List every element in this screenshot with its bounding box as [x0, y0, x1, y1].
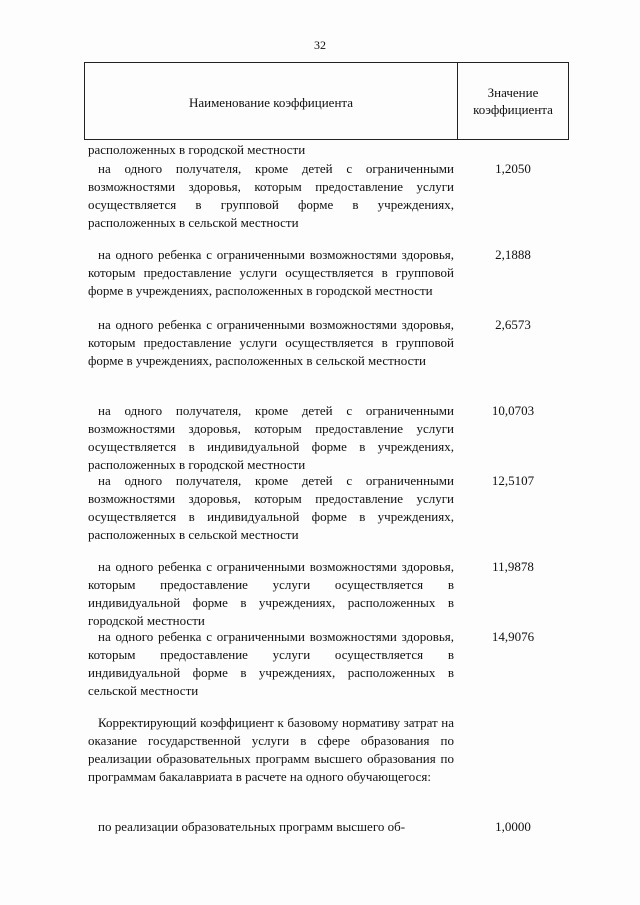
column-header-coefficient-value: Значение коэффициента	[473, 85, 553, 117]
row-value: 11,9878	[492, 559, 534, 574]
row-value: 12,5107	[491, 473, 535, 488]
row-text: расположенных в городской местности	[88, 142, 306, 157]
row-text: на одного ребенка с ограниченными возможностями здоровья, которым предоставление услуги осуществляется в групповой форме в учреждениях, расположенных в сельской местности	[88, 317, 454, 368]
row-value: 14,9076	[491, 629, 535, 644]
row-text: на одного получателя, кроме детей с ограниченными возможностями здоровья, которым предоставление услуги осуществляется в групповой форме в учреждениях, расположенных в сельской местности	[88, 161, 454, 230]
row-text: на одного ребенка с ограниченными возможностями здоровья, которым предоставление услуги осуществляется в групповой форме в учреждениях, расположенных в городской местности	[88, 247, 454, 298]
row-value: 1,0000	[495, 819, 531, 834]
row-text: на одного ребенка с ограниченными возможностями здоровья, которым предоставление услуги осуществляется в индивидуальной форме в учреждениях, расположенных в городской местности	[88, 559, 454, 628]
row-text: по реализации образовательных программ высшего об-	[98, 819, 406, 834]
row-text: Корректирующий коэффициент к базовому нормативу затрат на оказание государственной услуги в сфере образования по реализации образовательных программ высшего образования по программам бакалавриата в расчете на одного обучающегося:	[88, 715, 454, 784]
row-text: на одного получателя, кроме детей с ограниченными возможностями здоровья, которым предоставление услуги осуществляется в индивидуальной форме в учреждениях, расположенных в городской местности	[88, 403, 454, 472]
table-header	[84, 62, 569, 140]
page-number: 32	[314, 38, 326, 52]
row-text: на одного ребенка с ограниченными возможностями здоровья, которым предоставление услуги осуществляется в индивидуальной форме в учреждениях, расположенных в сельской местности	[88, 629, 454, 698]
row-text: на одного получателя, кроме детей с ограниченными возможностями здоровья, которым предоставление услуги осуществляется в индивидуальной форме в учреждениях, расположенных в сельской местности	[88, 473, 454, 542]
row-value: 1,2050	[495, 161, 531, 176]
row-value: 2,6573	[495, 317, 531, 332]
row-value: 10,0703	[491, 403, 535, 418]
row-value: 2,1888	[495, 247, 531, 262]
column-header-coefficient-name: Наименование коэффициента	[85, 63, 458, 139]
